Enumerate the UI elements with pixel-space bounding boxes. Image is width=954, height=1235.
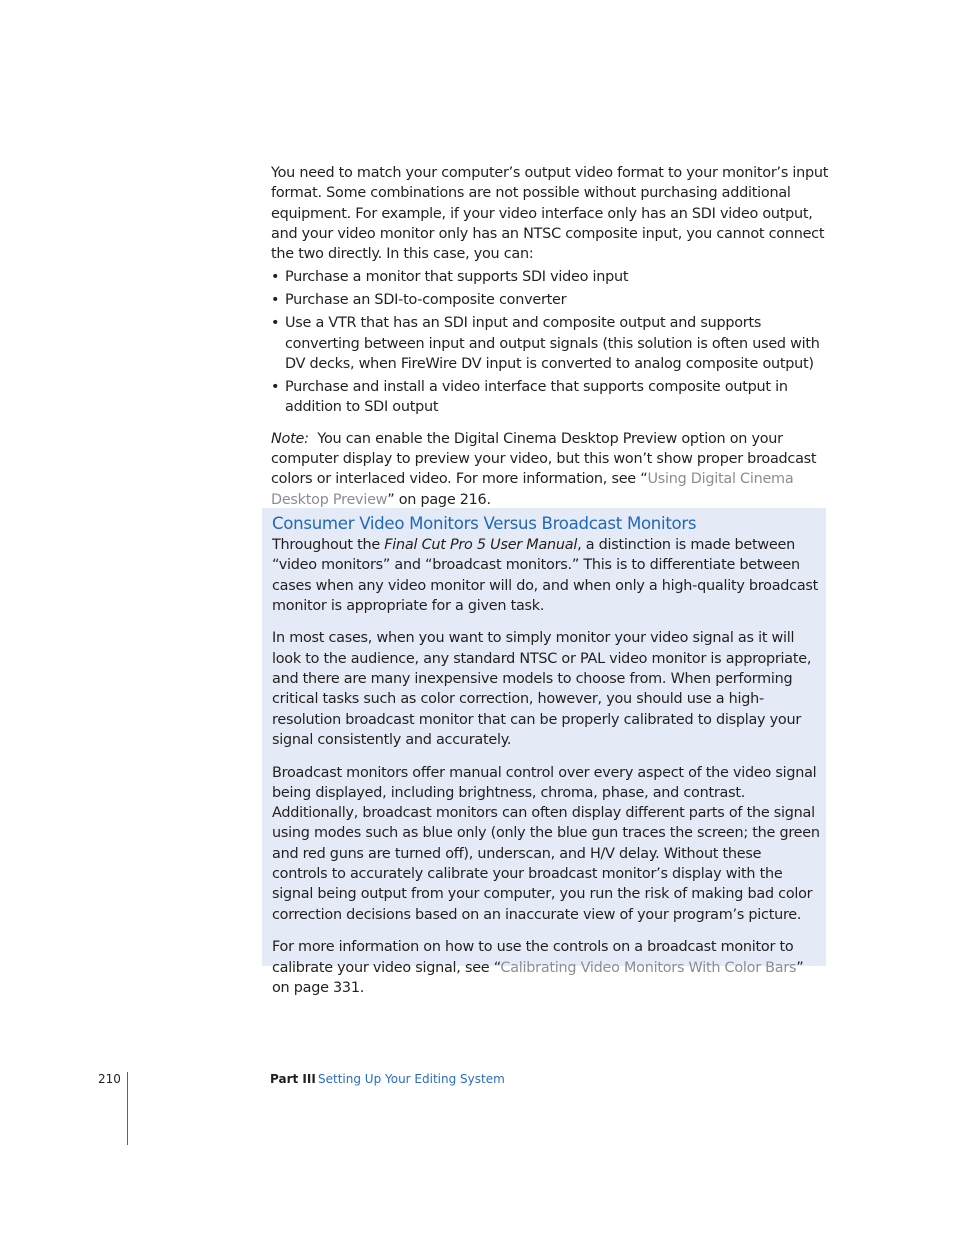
sidebar-paragraph: For more information on how to use the controls on a broadcast monitor to calibrate your video signal, see “Calibrating Video Monitors With Color Bars” on page 331. (272, 939, 804, 996)
list-item: • Purchase and install a video interface that supports composite output in addition to SDI output (271, 379, 788, 416)
bullet-icon: • (271, 269, 280, 286)
sidebar-paragraph: Broadcast monitors offer manual control over every aspect of the video signal being displayed, including brightness, chroma, phase, and contrast. Additionally, broadcast monitors can often display different parts of the signal using modes such as blue only (only the blue gun traces the screen; the green and red guns are turned off), underscan, and H/V delay. Without these controls to accurately calibrate your broadcast monitor’s display with the signal being output from your computer, you run the risk of making bad color correction decisions based on an inaccurate view of your program’s picture. (272, 764, 820, 923)
intro-paragraph: You need to match your computer’s output video format to your monitor’s input format. Some combinations are not possible without purchasing additional equipment. For example, if your video interface only has an SDI video output, and your video monitor only has an NTSC composite input, you cannot connect the two directly. In this case, you can: (271, 165, 829, 263)
bullet-icon: • (271, 379, 280, 396)
list-item: • Purchase a monitor that supports SDI video input (271, 267, 831, 287)
sidebar-heading: Consumer Video Monitors Versus Broadcast Monitors (272, 514, 697, 533)
sidebar-paragraph: In most cases, when you want to simply monitor your video signal as it will look to the audience, any standard NTSC or PAL video monitor is appropriate, and there are many inexpensive models to choose from. When performing critical tasks such as color correction, however, you should use a high-resolution broadcast monitor that can be properly calibrated to display your signal consistently and accurately. (272, 630, 812, 748)
manual-title: Final Cut Pro 5 User Manual (384, 537, 578, 553)
sidebar-box (262, 508, 826, 996)
note-label: Note: (271, 430, 309, 447)
footer-chapter-title: Setting Up Your Editing System (318, 1072, 505, 1086)
footer-divider (127, 1072, 128, 1145)
cross-reference-link[interactable]: Calibrating Video Monitors With Color Bars (500, 959, 797, 976)
sidebar-paragraph: Throughout the Final Cut Pro 5 User Manual, a distinction is made between “video monitors” and “broadcast monitors.” This is to differentiate between cases when any video monitor will do, and when only a high-quality broadcast monitor is appropriate for a given task. (272, 537, 819, 614)
main-text (271, 163, 831, 510)
note-paragraph: Note: You can enable the Digital Cinema Desktop Preview option on your computer display to preview your video, but this won’t show proper broadcast colors or interlaced video. For more information, see “Using Digital Cinema Desktop Preview” on page 216. (271, 430, 817, 508)
bullet-icon: • (271, 292, 280, 309)
page-number: 210 (98, 1072, 121, 1086)
list-item: • Purchase an SDI-to-composite converter (271, 290, 831, 310)
footer-part-label: Part III (270, 1072, 316, 1086)
bullet-icon: • (271, 315, 280, 332)
cross-reference-link[interactable]: Using Digital Cinema Desktop Preview (271, 471, 794, 508)
bullet-list (271, 267, 831, 417)
list-item: • Use a VTR that has an SDI input and composite output and supports converting between input and output signals (this solution is often used with DV decks, when FireWire DV input is converted to analog composite output) (271, 315, 820, 373)
